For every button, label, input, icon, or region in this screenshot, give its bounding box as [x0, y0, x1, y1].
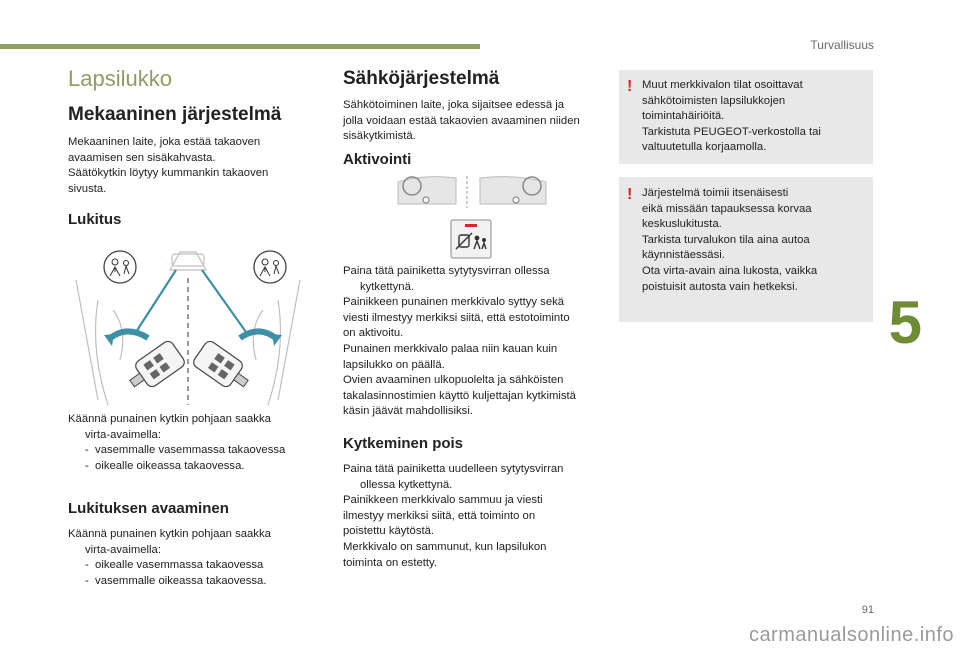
unlock-heading: Lukituksen avaaminen — [68, 500, 229, 517]
deactivate-heading: Kytkeminen pois — [343, 435, 464, 452]
warning-text-2: Järjestelmä toimii itsenäisesti eikä missään tapauksessa korvaa keskuslukitusta. Tarkista turvalukon tila aina autoa käynnistäessäsi. Ota virta-avain aina lukosta, vaikka poistuisit autosta vain hetkeksi. — [642, 187, 818, 293]
child-icon-left — [104, 251, 136, 283]
electric-intro: Sähkötoiminen laite, joka sijaitsee edessä ja jolla voidaan estää takaovien avaaminen niiden sisäkytkimistä. — [343, 99, 580, 143]
lock-heading: Lukitus — [68, 211, 122, 228]
warning-icon: ! — [627, 78, 633, 95]
deactivate-instructions: Paina tätä painiketta uudelleen sytytysvirran ollessa kytkettynä. Painikkeen merkkivalo sammuu ja viesti ilmestyy merkiksi siitä, että toiminto on poistettu käytöstä. Merkkivalo on sammunut, kun lapsilukon toiminta on estetty. — [343, 463, 564, 569]
activate-heading: Aktivointi — [343, 151, 412, 168]
warning-text-1: Muut merkkivalon tilat osoittavat sähkötoimisten lapsilukkojen toimintahäiriöitä. Tarkistuta PEUGEOT-verkostolla tai valtuutetulla korjaamolla. — [642, 79, 821, 154]
child-icon-right — [254, 251, 286, 283]
rotation-arrow-left — [108, 331, 148, 340]
dashboard-thumbnails — [394, 172, 554, 212]
mechanical-heading: Mekaaninen järjestelmä — [68, 104, 282, 125]
header-accent-bar — [0, 44, 480, 49]
watermark: carmanualsonline.info — [748, 624, 954, 646]
child-lock-illustration — [68, 240, 308, 410]
pointer-line-left — [136, 270, 176, 332]
electric-heading: Sähköjärjestelmä — [343, 68, 500, 89]
child-lock-button-icon — [450, 219, 492, 259]
mechanical-text: Mekaaninen laite, joka estää takaoven avaamisen sen sisäkahvasta. Säätökytkin löytyy kummankin takaoven sivusta. — [68, 136, 269, 195]
section-title: Turvallisuus — [810, 38, 874, 52]
chapter-number: 5 — [888, 289, 922, 356]
lock-instructions: Käännä punainen kytkin pohjaan saakka virta-avaimella: - vasemmalle vasemmassa takaovessa - oikealle oikeassa takaovessa. — [68, 413, 286, 472]
pointer-line-right — [202, 270, 246, 332]
activate-instructions: Paina tätä painiketta sytytysvirran ollessa kytkettynä. Painikkeen punainen merkkivalo syttyy sekä viesti ilmestyy merkiksi siitä, että estotoiminto on aktivoitu. Punainen merkkivalo palaa niin kauan kuin lapsilukko on päällä. Ovien avaaminen ulkopuolelta ja sähköisten takalasinnostimien käyttö kuljettajan kytkimistä käsin jäävät mahdollisiksi. — [343, 265, 576, 418]
key-fob-left — [124, 339, 187, 396]
warning-box-1 — [619, 70, 873, 164]
warning-icon: ! — [627, 186, 633, 203]
page-title: Lapsilukko — [68, 66, 172, 91]
unlock-instructions: Käännä punainen kytkin pohjaan saakka virta-avaimella: - oikealle vasemmassa takaovessa - vasemmalle oikeassa takaovessa. — [68, 528, 271, 587]
key-fob-right — [191, 339, 254, 396]
page-number: 91 — [861, 604, 874, 616]
warning-box-2 — [619, 177, 873, 322]
